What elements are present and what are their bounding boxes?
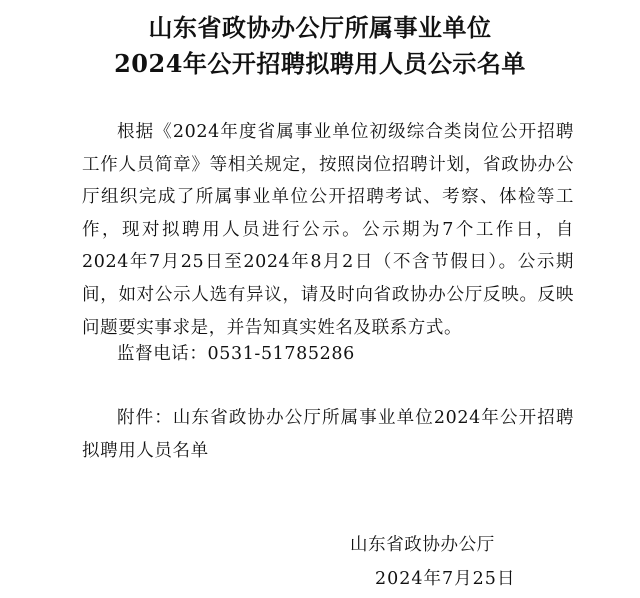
attachment-note: 附件：山东省政协办公厅所属事业单位2024年公开招聘拟聘用人员名单	[82, 408, 574, 461]
document-title-line2: 2024年公开招聘拟聘用人员公示名单	[114, 49, 526, 78]
announcement-paragraph: 根据《2024年度省属事业单位初级综合类岗位公开招聘工作人员简章》等相关规定，按照岗位招聘计划，省政协办公厅组织完成了所属事业单位公开招聘考试、考察、体检等工作，现对拟聘用人员进行公示。公示期为7个工作日，自2024年7月25日至2024年8月2日（不含节假日）。公示期间，如对公示人选有异议，请及时向省政协办公厅反映。反映问题要实事求是，并告知真实姓名及联系方式。	[82, 122, 574, 338]
supervision-phone: 监督电话：0531-51785286	[117, 344, 355, 364]
issue-date: 2024年7月25日	[375, 569, 516, 589]
issuer-signature: 山东省政协办公厅	[350, 535, 495, 555]
document-title-line1: 山东省政协办公厅所属事业单位	[148, 13, 492, 42]
